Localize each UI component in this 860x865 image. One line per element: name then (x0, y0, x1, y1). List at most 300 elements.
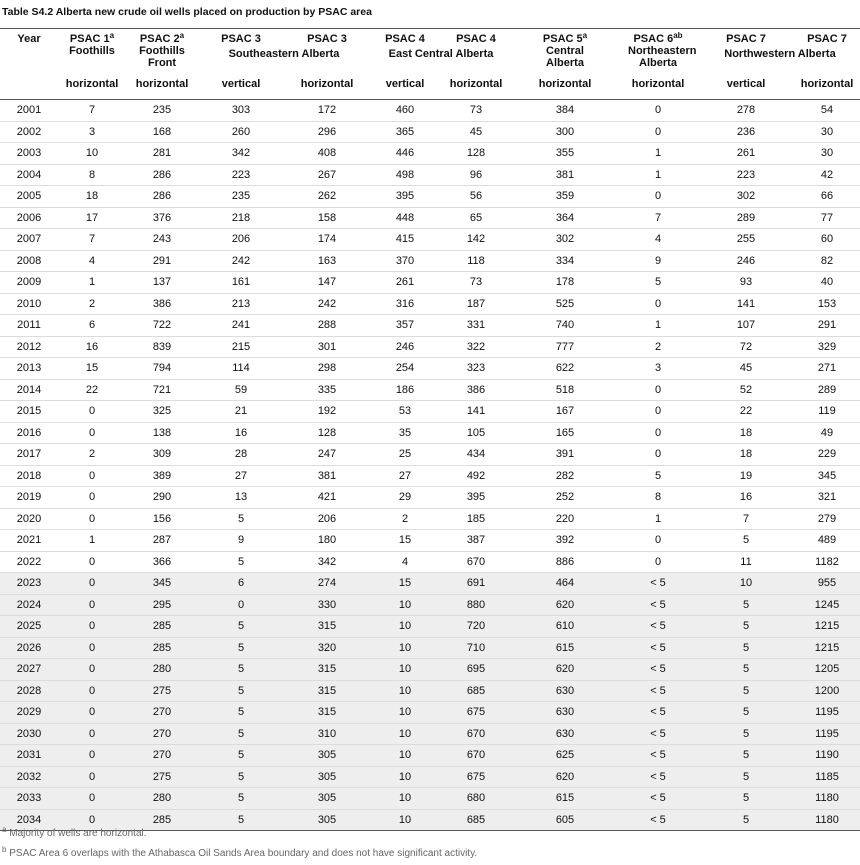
footnote-a: $^a$ Majority of wells are horizontal. (2, 825, 147, 839)
value-cell: 206 (317, 512, 337, 525)
value-cell: 5 (698, 745, 794, 767)
value-cell: 620 (512, 594, 618, 616)
value-cell: 721 (152, 383, 172, 396)
value-cell: 0 (198, 594, 284, 616)
value-cell: 137 (152, 276, 172, 289)
value-cell: 6 (88, 319, 96, 332)
value-cell: 247 (317, 448, 337, 461)
value-cell: 622 (555, 362, 575, 375)
value-cell: 5 (698, 723, 794, 745)
value-cell: 27 (398, 469, 412, 482)
value-cell: 0 (58, 616, 126, 638)
value-cell: 10 (370, 680, 440, 702)
value-cell: 187 (466, 297, 486, 310)
year-cell: 2016 (16, 426, 42, 439)
value-cell: 280 (126, 788, 198, 810)
table-row (0, 272, 860, 294)
value-cell: < 5 (618, 809, 698, 831)
value-cell: 285 (126, 809, 198, 831)
value-cell: < 5 (618, 680, 698, 702)
value-cell: 391 (555, 448, 575, 461)
year-cell: 2011 (17, 319, 41, 332)
value-cell: 73 (469, 276, 483, 289)
year-cell: 2028 (0, 680, 58, 702)
table-row (0, 229, 860, 251)
year-cell: 2018 (16, 469, 42, 482)
value-cell: 243 (152, 233, 172, 246)
value-cell: 186 (395, 383, 415, 396)
value-cell: 1 (654, 147, 662, 160)
value-cell: 107 (736, 319, 756, 332)
value-cell: 9 (654, 254, 662, 267)
year-cell: 2019 (16, 491, 42, 504)
value-cell: 290 (152, 491, 172, 504)
value-cell: 302 (555, 233, 575, 246)
table-row (0, 336, 860, 358)
value-cell: 17 (85, 211, 99, 224)
value-cell: 357 (395, 319, 415, 332)
value-cell: 320 (284, 637, 370, 659)
value-cell: 670 (440, 745, 512, 767)
value-cell: 309 (152, 448, 172, 461)
value-cell: 630 (512, 723, 618, 745)
table-row (0, 702, 860, 724)
orientation-label: vertical (221, 78, 261, 90)
year-cell: 2012 (16, 340, 42, 353)
value-cell: 271 (817, 362, 837, 375)
value-cell: 695 (440, 659, 512, 681)
col-psac2-header: PSAC 2$^a$ Foothills Front (139, 31, 185, 69)
value-cell: 1190 (794, 745, 860, 767)
value-cell: 670 (440, 723, 512, 745)
value-cell: 291 (152, 254, 172, 267)
year-cell: 2017 (16, 448, 42, 461)
col-psac7-horizontal-header: PSAC 7 (807, 33, 847, 45)
value-cell: 168 (152, 125, 172, 138)
value-cell: 40 (820, 276, 834, 289)
year-cell: 2027 (0, 659, 58, 681)
value-cell: 415 (395, 233, 415, 246)
value-cell: 0 (88, 555, 96, 568)
value-cell: 675 (440, 766, 512, 788)
value-cell: 0 (88, 426, 96, 439)
value-cell: 4 (401, 555, 409, 568)
value-cell: 147 (317, 276, 337, 289)
value-cell: 2 (401, 512, 409, 525)
value-cell: 29 (398, 491, 412, 504)
value-cell: 254 (395, 362, 415, 375)
value-cell: < 5 (618, 573, 698, 595)
value-cell: 345 (817, 469, 837, 482)
value-cell: 5 (698, 594, 794, 616)
value-cell: 153 (817, 297, 837, 310)
value-cell: 381 (555, 168, 575, 181)
value-cell: 370 (395, 254, 415, 267)
value-cell: 261 (395, 276, 415, 289)
value-cell: 45 (739, 362, 753, 375)
value-cell: 386 (466, 383, 486, 396)
value-cell: < 5 (618, 745, 698, 767)
value-cell: 464 (512, 573, 618, 595)
value-cell: 279 (817, 512, 837, 525)
value-cell: 1245 (794, 594, 860, 616)
value-cell: 13 (234, 491, 248, 504)
value-cell: 10 (370, 745, 440, 767)
value-cell: 384 (555, 104, 575, 117)
value-cell: 298 (317, 362, 337, 375)
value-cell: 0 (88, 405, 96, 418)
orientation-label: horizontal (449, 78, 503, 90)
table-row (0, 637, 860, 659)
value-cell: 303 (231, 104, 251, 117)
value-cell: 66 (820, 190, 834, 203)
year-cell: 2010 (16, 297, 42, 310)
value-cell: 342 (231, 147, 251, 160)
value-cell: 260 (231, 125, 251, 138)
value-cell: 11 (740, 555, 752, 568)
table-row (0, 186, 860, 208)
value-cell: 722 (152, 319, 172, 332)
value-cell: 275 (126, 766, 198, 788)
value-cell: 172 (317, 104, 337, 117)
value-cell: 21 (234, 405, 248, 418)
orientation-label: horizontal (300, 78, 354, 90)
value-cell: 30 (820, 147, 834, 160)
value-cell: 1 (654, 168, 662, 181)
value-cell: 330 (284, 594, 370, 616)
value-cell: < 5 (618, 702, 698, 724)
table-row (0, 100, 860, 122)
value-cell: 5 (198, 809, 284, 831)
orientation-label: horizontal (631, 78, 685, 90)
value-cell: 261 (736, 147, 756, 160)
year-cell: 2032 (0, 766, 58, 788)
col-psac5-header: PSAC 5$^a$ Central Alberta (542, 31, 588, 69)
psac7-region-name: Northwestern Alberta (724, 48, 836, 60)
value-cell: 236 (736, 125, 756, 138)
value-cell: 252 (555, 491, 575, 504)
value-cell: 27 (234, 469, 248, 482)
value-cell: 10 (370, 788, 440, 810)
value-cell: < 5 (618, 594, 698, 616)
orientation-label: horizontal (538, 78, 592, 90)
value-cell: 630 (512, 680, 618, 702)
value-cell: 22 (85, 383, 99, 396)
value-cell: 839 (152, 340, 172, 353)
value-cell: 5 (198, 702, 284, 724)
year-cell: 2014 (16, 383, 42, 396)
year-cell: 2034 (0, 809, 58, 831)
value-cell: 434 (466, 448, 486, 461)
value-cell: 0 (654, 405, 662, 418)
col-psac3-vertical-header: PSAC 3 (221, 33, 261, 45)
table-body (0, 100, 860, 831)
col-psac4-horizontal-header: PSAC 4 (456, 33, 496, 45)
value-cell: 2 (88, 448, 96, 461)
value-cell: 10 (370, 659, 440, 681)
value-cell: 334 (555, 254, 575, 267)
value-cell: 381 (317, 469, 337, 482)
value-cell: 5 (198, 680, 284, 702)
value-cell: 10 (370, 594, 440, 616)
value-cell: 955 (794, 573, 860, 595)
value-cell: 794 (152, 362, 172, 375)
value-cell: 255 (736, 233, 756, 246)
value-cell: 408 (317, 147, 337, 160)
value-cell: 30 (820, 125, 834, 138)
value-cell: 5 (698, 788, 794, 810)
value-cell: 421 (317, 491, 337, 504)
value-cell: 5 (198, 788, 284, 810)
year-cell: 2025 (0, 616, 58, 638)
value-cell: < 5 (618, 766, 698, 788)
orientation-label: horizontal (65, 78, 119, 90)
value-cell: 376 (152, 211, 172, 224)
value-cell: 630 (512, 702, 618, 724)
value-cell: 288 (317, 319, 337, 332)
value-cell: 25 (398, 448, 412, 461)
value-cell: 10 (370, 637, 440, 659)
value-cell: 325 (152, 405, 172, 418)
value-cell: 525 (555, 297, 575, 310)
value-cell: 10 (370, 809, 440, 831)
value-cell: 0 (654, 426, 662, 439)
table-row (0, 401, 860, 423)
value-cell: 1 (88, 276, 96, 289)
value-cell: 615 (512, 637, 618, 659)
value-cell: 270 (126, 723, 198, 745)
year-cell: 2005 (16, 190, 42, 203)
value-cell: 2 (88, 297, 96, 310)
value-cell: 5 (698, 766, 794, 788)
value-cell: 119 (818, 405, 836, 418)
table-row (0, 315, 860, 337)
value-cell: 60 (820, 233, 834, 246)
value-cell: 241 (231, 319, 251, 332)
value-cell: 310 (284, 723, 370, 745)
value-cell: 1 (654, 512, 662, 525)
value-cell: 1195 (794, 702, 860, 724)
value-cell: 446 (395, 147, 415, 160)
col-psac3-horizontal-header: PSAC 3 (307, 33, 347, 45)
value-cell: 223 (231, 168, 251, 181)
value-cell: 1 (88, 534, 96, 547)
value-cell: 1215 (794, 637, 860, 659)
value-cell: 73 (469, 104, 483, 117)
value-cell: 56 (469, 190, 483, 203)
value-cell: 880 (440, 594, 512, 616)
value-cell: 0 (58, 723, 126, 745)
value-cell: 286 (152, 190, 172, 203)
value-cell: 10 (370, 616, 440, 638)
year-cell: 2003 (16, 147, 42, 160)
value-cell: 489 (817, 534, 837, 547)
psac3-region-name: Southeastern Alberta (228, 48, 340, 60)
value-cell: 0 (58, 594, 126, 616)
value-cell: 5 (698, 702, 794, 724)
value-cell: 5 (698, 637, 794, 659)
value-cell: 18 (739, 426, 753, 439)
value-cell: 675 (440, 702, 512, 724)
value-cell: 16 (85, 340, 99, 353)
value-cell: 45 (469, 125, 483, 138)
value-cell: 8 (654, 491, 662, 504)
value-cell: 5 (742, 534, 750, 547)
table-row (0, 766, 860, 788)
value-cell: 720 (440, 616, 512, 638)
value-cell: 213 (231, 297, 251, 310)
value-cell: 395 (395, 190, 415, 203)
value-cell: 7 (88, 233, 96, 246)
value-cell: 777 (555, 340, 575, 353)
value-cell: 305 (284, 788, 370, 810)
table-row (0, 465, 860, 487)
value-cell: 670 (466, 555, 486, 568)
value-cell: 5 (198, 745, 284, 767)
value-cell: 395 (466, 491, 486, 504)
value-cell: 281 (152, 147, 172, 160)
value-cell: 285 (126, 637, 198, 659)
value-cell: 5 (698, 616, 794, 638)
value-cell: 185 (466, 512, 486, 525)
value-cell: 7 (88, 104, 96, 117)
value-cell: 355 (555, 147, 575, 160)
value-cell: 615 (512, 788, 618, 810)
value-cell: 691 (440, 573, 512, 595)
value-cell: 300 (555, 125, 575, 138)
value-cell: 65 (469, 211, 483, 224)
value-cell: 282 (555, 469, 575, 482)
value-cell: 215 (231, 340, 251, 353)
table-row (0, 680, 860, 702)
year-cell: 2024 (0, 594, 58, 616)
table-row (0, 573, 860, 595)
value-cell: 342 (317, 555, 337, 568)
value-cell: 52 (739, 383, 753, 396)
value-cell: 35 (398, 426, 412, 439)
value-cell: 5 (654, 276, 662, 289)
value-cell: 4 (654, 233, 662, 246)
value-cell: 1185 (794, 766, 860, 788)
value-cell: 242 (231, 254, 251, 267)
wells-table (0, 28, 860, 831)
value-cell: 5 (198, 616, 284, 638)
orientation-label: horizontal (135, 78, 189, 90)
value-cell: 0 (88, 512, 96, 525)
value-cell: 93 (739, 276, 753, 289)
table-row (0, 293, 860, 315)
value-cell: 1205 (794, 659, 860, 681)
value-cell: 5 (698, 809, 794, 831)
value-cell: 28 (234, 448, 248, 461)
table-title: Table S4.2 Alberta new crude oil wells placed on production by PSAC area (2, 6, 372, 18)
year-cell: 2015 (16, 405, 42, 418)
value-cell: 680 (440, 788, 512, 810)
value-cell: 5 (654, 469, 662, 482)
value-cell: 10 (85, 147, 99, 160)
value-cell: 9 (237, 534, 245, 547)
value-cell: 142 (466, 233, 486, 246)
value-cell: 492 (466, 469, 486, 482)
value-cell: 0 (654, 125, 662, 138)
psac4-region-name: East Central Alberta (388, 48, 494, 60)
year-cell: 2004 (16, 168, 42, 181)
value-cell: 305 (284, 809, 370, 831)
table-row (0, 207, 860, 229)
year-cell: 2021 (16, 534, 42, 547)
value-cell: 0 (58, 745, 126, 767)
value-cell: 345 (126, 573, 198, 595)
value-cell: 295 (126, 594, 198, 616)
year-cell: 2022 (16, 555, 42, 568)
value-cell: 235 (231, 190, 251, 203)
value-cell: 518 (555, 383, 575, 396)
value-cell: 49 (820, 426, 834, 439)
value-cell: 163 (317, 254, 337, 267)
value-cell: 323 (466, 362, 486, 375)
value-cell: 460 (395, 104, 415, 117)
value-cell: 235 (152, 104, 172, 117)
value-cell: 5 (237, 555, 245, 568)
value-cell: 364 (555, 211, 575, 224)
value-cell: 242 (317, 297, 337, 310)
table-row (0, 745, 860, 767)
value-cell: 77 (820, 211, 834, 224)
value-cell: 0 (88, 469, 96, 482)
value-cell: 302 (736, 190, 756, 203)
value-cell: 286 (152, 168, 172, 181)
orientation-label: vertical (385, 78, 425, 90)
value-cell: 7 (742, 512, 750, 525)
value-cell: 246 (736, 254, 756, 267)
table-row (0, 788, 860, 810)
value-cell: 3 (88, 125, 96, 138)
value-cell: 218 (231, 211, 251, 224)
value-cell: 178 (555, 276, 575, 289)
year-cell: 2020 (16, 512, 42, 525)
value-cell: 886 (555, 555, 575, 568)
value-cell: < 5 (618, 616, 698, 638)
value-cell: 72 (739, 340, 753, 353)
value-cell: 7 (654, 211, 662, 224)
year-cell: 2007 (16, 233, 42, 246)
value-cell: 180 (317, 534, 337, 547)
value-cell: 0 (88, 491, 96, 504)
table-row (0, 444, 860, 466)
value-cell: 4 (88, 254, 96, 267)
value-cell: 1180 (794, 788, 860, 810)
value-cell: 280 (126, 659, 198, 681)
table-row (0, 164, 860, 186)
value-cell: 138 (152, 426, 172, 439)
value-cell: 278 (736, 104, 756, 117)
value-cell: 0 (654, 383, 662, 396)
value-cell: 0 (654, 534, 662, 547)
value-cell: 270 (126, 702, 198, 724)
col-psac1-header: PSAC 1$^a$ Foothills (69, 31, 115, 57)
value-cell: 0 (58, 637, 126, 659)
value-cell: 0 (58, 702, 126, 724)
value-cell: 10 (698, 573, 794, 595)
value-cell: 5 (198, 659, 284, 681)
value-cell: 141 (736, 297, 756, 310)
value-cell: 1182 (815, 555, 839, 568)
orientation-label: vertical (726, 78, 766, 90)
value-cell: 0 (654, 104, 662, 117)
value-cell: 53 (398, 405, 412, 418)
value-cell: 1 (654, 319, 662, 332)
value-cell: 365 (395, 125, 415, 138)
